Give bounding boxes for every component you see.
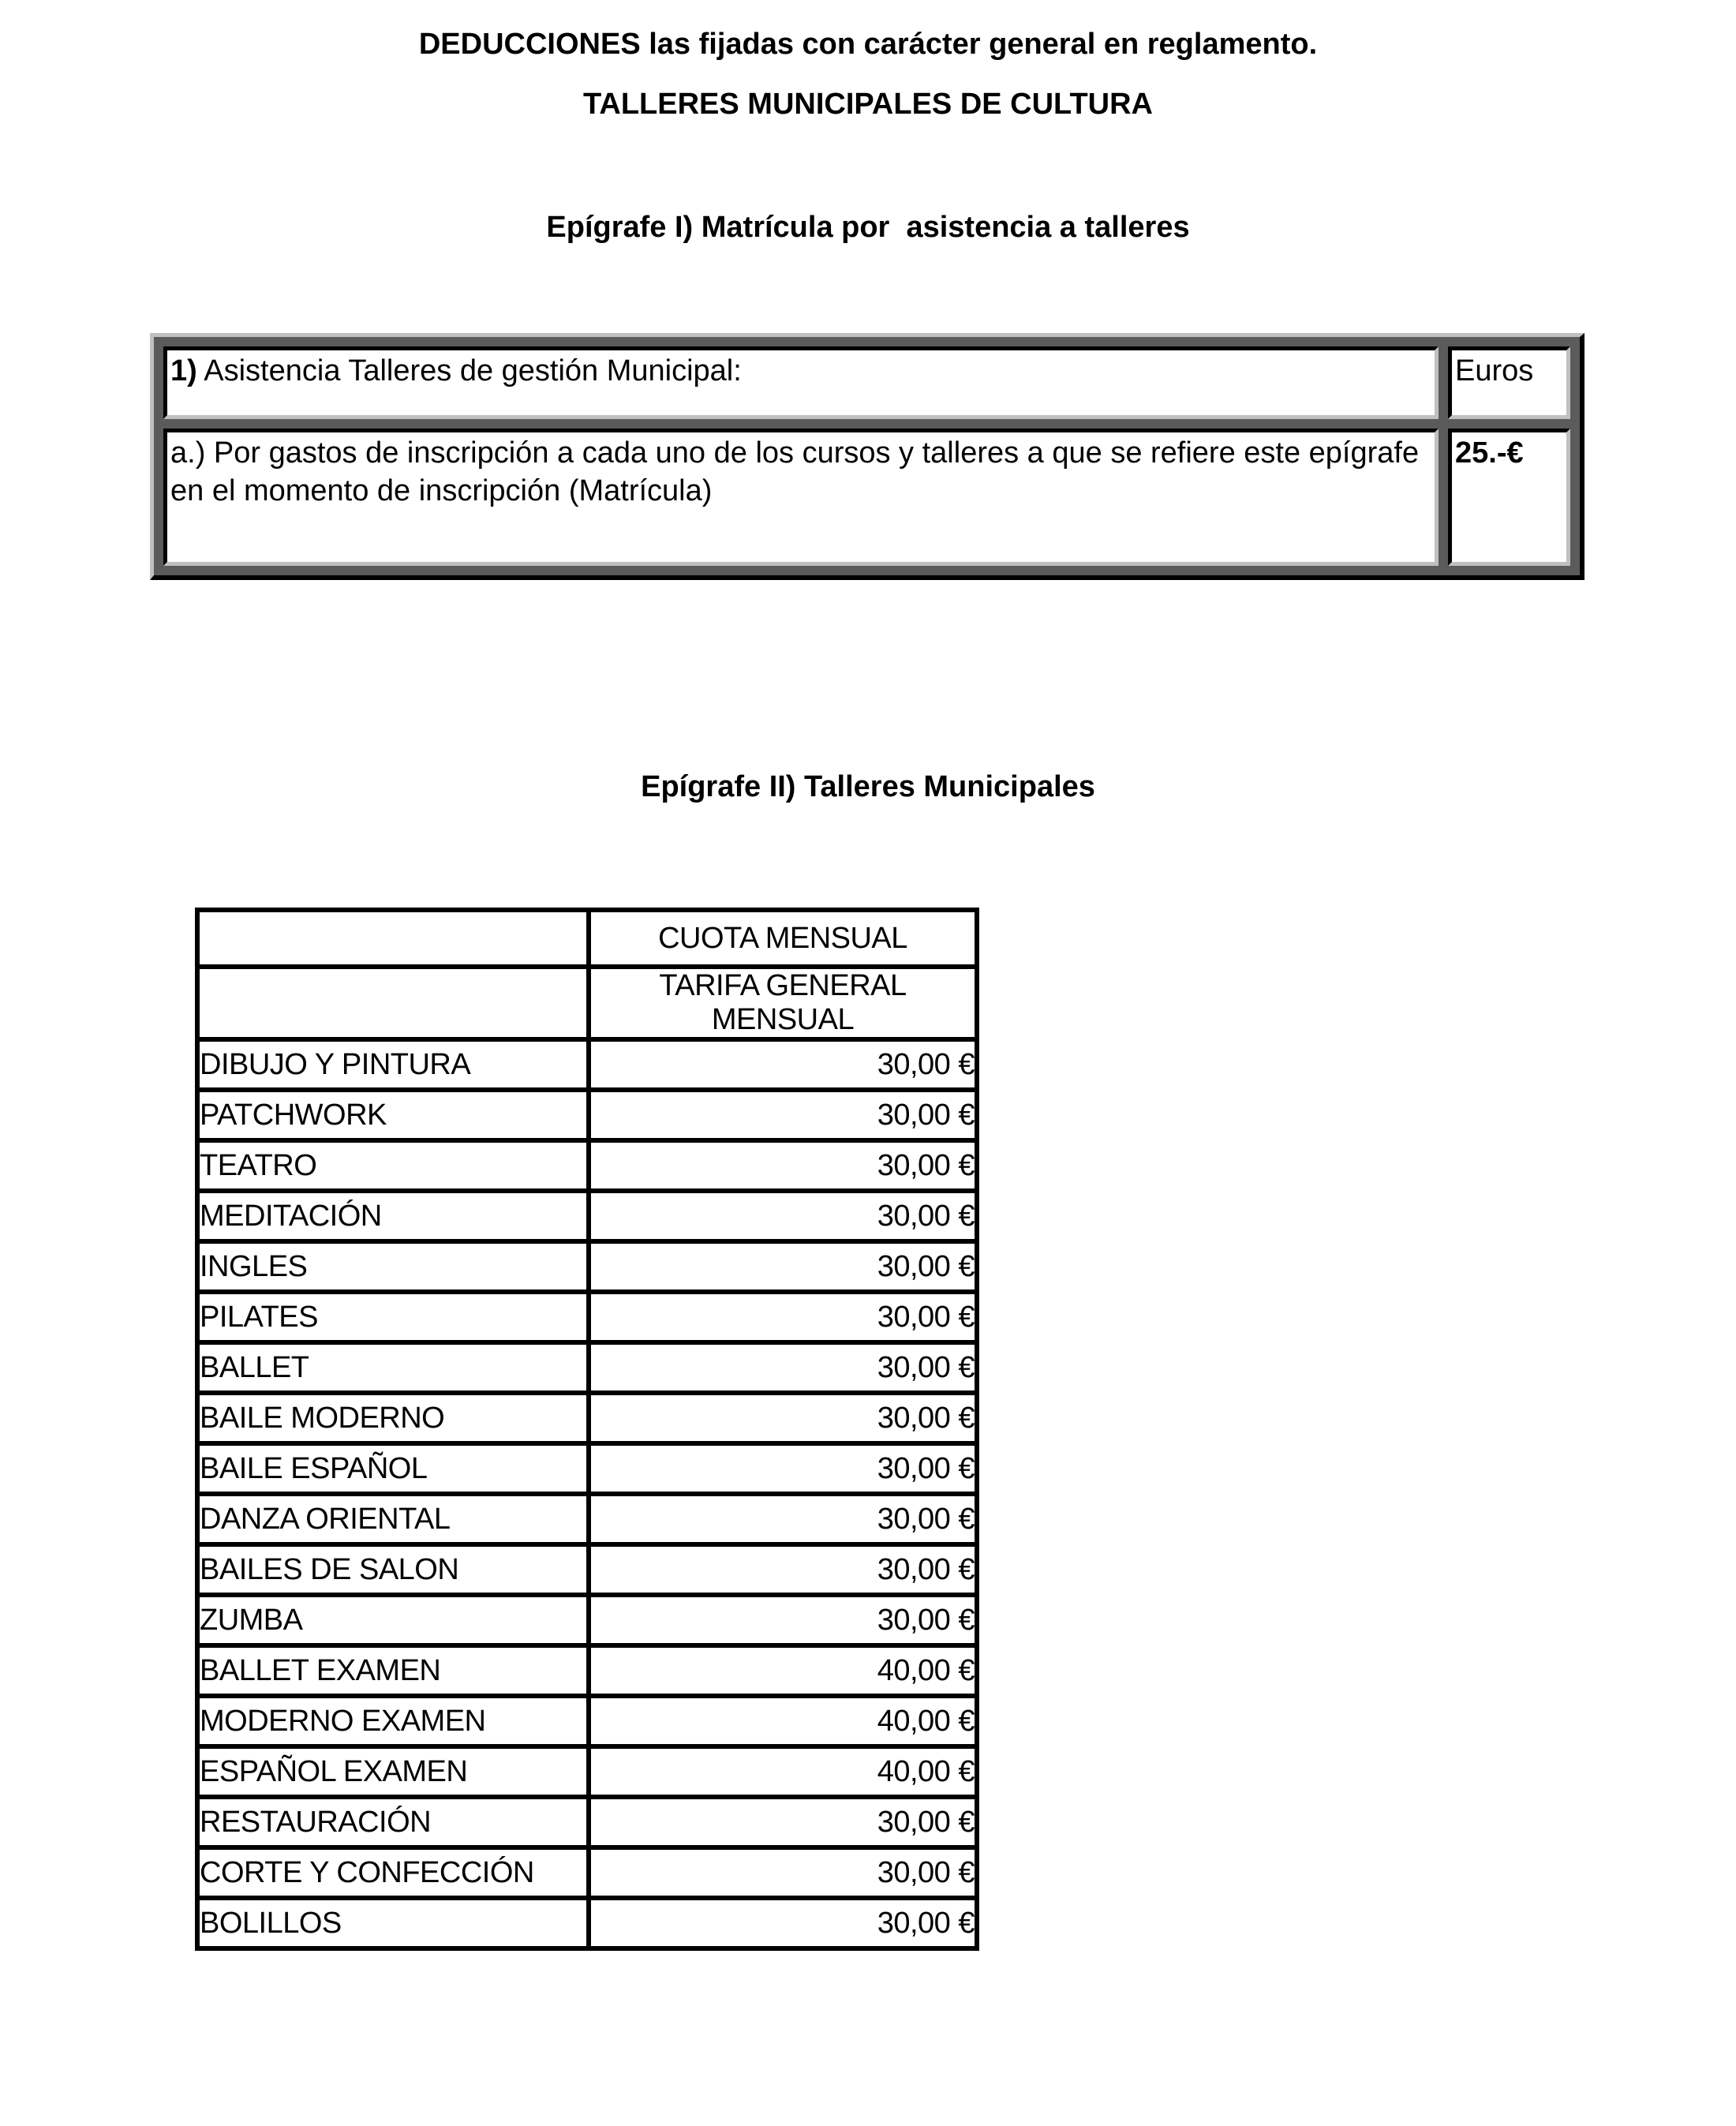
taller-row [197, 1696, 977, 1746]
talleres-header-row-2 [197, 967, 977, 1039]
taller-row [197, 1090, 977, 1140]
taller-row [197, 1797, 977, 1847]
section1-title: Epígrafe I) Matrícula por asistencia a talleres [546, 211, 1190, 244]
taller-row [197, 1847, 977, 1898]
taller-name: DIBUJO Y PINTURA [197, 1039, 589, 1090]
talleres-header-cuota-mensual: CUOTA MENSUAL [589, 910, 977, 967]
matricula-price-cell: 25.-€ [1448, 429, 1570, 566]
taller-price: 40,00 € [589, 1645, 977, 1696]
matricula-detail-row [163, 429, 1570, 566]
taller-name: RESTAURACIÓN [197, 1797, 589, 1847]
matricula-header-row [163, 346, 1570, 419]
taller-price: 40,00 € [589, 1696, 977, 1746]
talleres-table [195, 908, 979, 1951]
taller-price: 30,00 € [589, 1494, 977, 1544]
taller-name: ZUMBA [197, 1595, 589, 1645]
talleres-header-empty-cell-2 [197, 967, 589, 1039]
matricula-header-label: Asistencia Talleres de gestión Municipal: [196, 354, 742, 387]
taller-name: INGLES [197, 1241, 589, 1292]
taller-row [197, 1393, 977, 1443]
matricula-currency-cell: Euros [1448, 346, 1570, 419]
taller-name: BAILES DE SALON [197, 1544, 589, 1595]
document [0, 27, 1736, 1951]
taller-name: TEATRO [197, 1140, 589, 1191]
taller-row [197, 1191, 977, 1241]
taller-price: 30,00 € [589, 1241, 977, 1292]
taller-name: MEDITACIÓN [197, 1191, 589, 1241]
taller-price: 30,00 € [589, 1090, 977, 1140]
taller-price: 30,00 € [589, 1847, 977, 1898]
taller-price: 30,00 € [589, 1544, 977, 1595]
document-title: DEDUCCIONES las fijadas con carácter general en reglamento. [418, 28, 1318, 61]
document-subtitle: TALLERES MUNICIPALES DE CULTURA [583, 88, 1153, 121]
taller-row [197, 1746, 977, 1797]
taller-price: 30,00 € [589, 1443, 977, 1494]
matricula-description-cell: a.) Por gastos de inscripción a cada uno de los cursos y talleres a que se refiere este epígrafe en el momento de inscripción (Matrícula) [163, 429, 1439, 566]
taller-name: PILATES [197, 1292, 589, 1342]
taller-name: BAILE ESPAÑOL [197, 1443, 589, 1494]
taller-price: 30,00 € [589, 1292, 977, 1342]
taller-name: ESPAÑOL EXAMEN [197, 1746, 589, 1797]
talleres-header-empty-cell-1 [197, 910, 589, 967]
talleres-table-body [197, 910, 977, 1948]
talleres-header-row-1 [197, 910, 977, 967]
matricula-table-body [163, 346, 1570, 566]
taller-price: 30,00 € [589, 1393, 977, 1443]
taller-row [197, 1241, 977, 1292]
taller-name: BALLET [197, 1342, 589, 1393]
taller-price: 30,00 € [589, 1191, 977, 1241]
taller-row [197, 1292, 977, 1342]
taller-row [197, 1645, 977, 1696]
taller-row [197, 1140, 977, 1191]
matricula-header-label-cell [163, 346, 1439, 419]
taller-name: DANZA ORIENTAL [197, 1494, 589, 1544]
taller-row [197, 1595, 977, 1645]
taller-row [197, 1494, 977, 1544]
taller-name: MODERNO EXAMEN [197, 1696, 589, 1746]
taller-row [197, 1898, 977, 1948]
taller-name: BAILE MODERNO [197, 1393, 589, 1443]
taller-row [197, 1342, 977, 1393]
taller-name: CORTE Y CONFECCIÓN [197, 1847, 589, 1898]
taller-row [197, 1443, 977, 1494]
taller-name: PATCHWORK [197, 1090, 589, 1140]
taller-price: 40,00 € [589, 1746, 977, 1797]
matricula-item-number: 1) [170, 354, 197, 387]
taller-price: 30,00 € [589, 1898, 977, 1948]
section2-title: Epígrafe II) Talleres Municipales [641, 770, 1095, 803]
taller-name: BALLET EXAMEN [197, 1645, 589, 1696]
taller-price: 30,00 € [589, 1342, 977, 1393]
taller-price: 30,00 € [589, 1797, 977, 1847]
taller-name: BOLILLOS [197, 1898, 589, 1948]
taller-price: 30,00 € [589, 1595, 977, 1645]
talleres-header-tarifa-general: TARIFA GENERAL MENSUAL [589, 967, 977, 1039]
taller-row [197, 1544, 977, 1595]
taller-row [197, 1039, 977, 1090]
taller-price: 30,00 € [589, 1140, 977, 1191]
matricula-table [150, 333, 1584, 580]
taller-price: 30,00 € [589, 1039, 977, 1090]
